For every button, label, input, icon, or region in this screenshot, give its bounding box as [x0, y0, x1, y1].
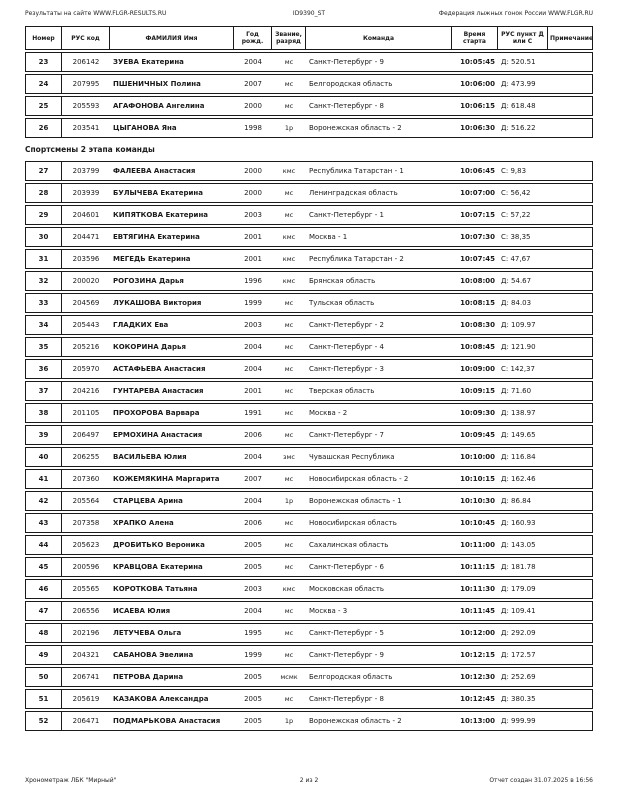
- column-header-start-time: Время старта: [452, 27, 498, 49]
- cell-rus-points: Д: 172.57: [501, 651, 536, 659]
- cell-rank: мс: [284, 102, 294, 110]
- cell-rank: кмс: [282, 255, 296, 263]
- cell-rank: мс: [284, 321, 294, 329]
- table-row: [25, 315, 593, 335]
- cell-team: Санкт-Петербург - 3: [309, 365, 384, 373]
- cell-team: Белгородская область: [309, 673, 393, 681]
- cell-rus-points: Д: 109.97: [501, 321, 536, 329]
- cell-number: 40: [26, 448, 62, 466]
- table-row: [25, 645, 593, 665]
- cell-team: Сахалинская область: [309, 541, 389, 549]
- cell-team: Белгородская область: [309, 80, 393, 88]
- column-header-rus-points: РУС пункт Д или С: [498, 27, 548, 49]
- cell-rus-points: С: 57,22: [501, 211, 531, 219]
- cell-birth-year: 2005: [244, 673, 262, 681]
- cell-rus-code: 206741: [72, 673, 100, 681]
- column-header-note: Примечание: [550, 34, 594, 42]
- cell-rus-points: Д: 109.41: [501, 607, 536, 615]
- cell-rus-points: Д: 138.97: [501, 409, 536, 417]
- cell-birth-year: 1991: [244, 409, 262, 417]
- cell-team: Москва - 1: [309, 233, 348, 241]
- cell-name: ИСАЕВА Юлия: [113, 607, 171, 615]
- cell-start-time: 10:07:15: [460, 211, 495, 219]
- cell-start-time: 10:05:45: [460, 58, 495, 66]
- cell-team: Москва - 3: [309, 607, 348, 615]
- cell-name: МЕГЕДЬ Екатерина: [113, 255, 191, 263]
- column-header-name: ФАМИЛИЯ Имя: [110, 27, 234, 49]
- table-row: [25, 271, 593, 291]
- cell-rus-code: 206142: [72, 58, 100, 66]
- cell-number: 33: [26, 294, 62, 312]
- cell-rus-points: Д: 999.99: [501, 717, 536, 725]
- cell-rus-code: 205619: [72, 695, 100, 703]
- cell-rank: мс: [284, 343, 294, 351]
- cell-name: КОКОРИНА Дарья: [113, 343, 186, 351]
- cell-rank: 1р: [284, 717, 294, 725]
- cell-name: ЛЕТУЧЕВА Ольга: [113, 629, 182, 637]
- cell-team: Санкт-Петербург - 4: [309, 343, 384, 351]
- cell-number: 29: [26, 206, 62, 224]
- cell-team: Республика Татарстан - 1: [309, 167, 404, 175]
- cell-rank: мс: [284, 80, 294, 88]
- table-row: [25, 205, 593, 225]
- cell-name: КРАВЦОВА Екатерина: [113, 563, 203, 571]
- cell-birth-year: 1996: [244, 277, 262, 285]
- cell-birth-year: 1999: [244, 651, 262, 659]
- cell-team: Тульская область: [309, 299, 375, 307]
- cell-birth-year: 2004: [244, 453, 262, 461]
- column-header-team: Команда: [306, 27, 452, 49]
- cell-start-time: 10:07:00: [460, 189, 495, 197]
- footer-timing-text: Хронометраж ЛБК "Мирный": [25, 777, 117, 784]
- cell-name: КОРОТКОВА Татьяна: [113, 585, 198, 593]
- table-row: [25, 183, 593, 203]
- cell-team: Тверская область: [309, 387, 375, 395]
- cell-rank: кмс: [282, 233, 296, 241]
- cell-rus-code: 206471: [72, 717, 100, 725]
- cell-team: Санкт-Петербург - 1: [309, 211, 384, 219]
- table-row: [25, 491, 593, 511]
- cell-number: 34: [26, 316, 62, 334]
- cell-number: 28: [26, 184, 62, 202]
- cell-start-time: 10:12:45: [460, 695, 495, 703]
- table-row: [25, 601, 593, 621]
- table-row: [25, 74, 593, 94]
- cell-start-time: 10:11:00: [460, 541, 495, 549]
- table-row: [25, 711, 593, 731]
- cell-rank: мс: [284, 58, 294, 66]
- cell-rus-code: 205623: [72, 541, 100, 549]
- cell-name: ПШЕНИЧНЫХ Полина: [113, 80, 201, 88]
- cell-start-time: 10:11:45: [460, 607, 495, 615]
- cell-name: ЕВТЯГИНА Екатерина: [113, 233, 200, 241]
- cell-rank: мс: [284, 563, 294, 571]
- cell-birth-year: 2003: [244, 211, 262, 219]
- cell-rank: мс: [284, 365, 294, 373]
- cell-number: 35: [26, 338, 62, 356]
- cell-rank: кмс: [282, 585, 296, 593]
- cell-birth-year: 2005: [244, 563, 262, 571]
- cell-start-time: 10:06:45: [460, 167, 495, 175]
- cell-start-time: 10:06:30: [460, 124, 495, 132]
- cell-start-time: 10:12:30: [460, 673, 495, 681]
- cell-name: КАЗАКОВА Александра: [113, 695, 209, 703]
- cell-name: АГАФОНОВА Ангелина: [113, 102, 205, 110]
- cell-number: 41: [26, 470, 62, 488]
- cell-name: БУЛЫЧЕВА Екатерина: [113, 189, 203, 197]
- cell-rus-code: 203541: [72, 124, 100, 132]
- cell-rus-code: 205593: [72, 102, 100, 110]
- cell-rus-code: 207358: [72, 519, 100, 527]
- cell-rus-points: Д: 179.09: [501, 585, 536, 593]
- table-row: [25, 227, 593, 247]
- cell-rus-code: 206556: [72, 607, 100, 615]
- cell-rank: мс: [284, 387, 294, 395]
- cell-team: Санкт-Петербург - 6: [309, 563, 384, 571]
- cell-start-time: 10:10:30: [460, 497, 495, 505]
- cell-rank: мс: [284, 651, 294, 659]
- cell-rus-code: 205565: [72, 585, 100, 593]
- cell-birth-year: 2003: [244, 321, 262, 329]
- cell-name: ГЛАДКИХ Ева: [113, 321, 169, 329]
- cell-name: САБАНОВА Эвелина: [113, 651, 194, 659]
- cell-rus-points: Д: 252.69: [501, 673, 536, 681]
- cell-start-time: 10:12:00: [460, 629, 495, 637]
- table-leg2-rows: [25, 161, 593, 731]
- cell-team: Москва - 2: [309, 409, 348, 417]
- cell-birth-year: 2001: [244, 233, 262, 241]
- cell-start-time: 10:08:30: [460, 321, 495, 329]
- cell-number: 45: [26, 558, 62, 576]
- cell-rus-code: 205443: [72, 321, 100, 329]
- cell-birth-year: 2001: [244, 387, 262, 395]
- cell-start-time: 10:08:00: [460, 277, 495, 285]
- cell-name: КИПЯТКОВА Екатерина: [113, 211, 209, 219]
- cell-rus-code: 206255: [72, 453, 100, 461]
- cell-team: Московская область: [309, 585, 385, 593]
- cell-birth-year: 2003: [244, 585, 262, 593]
- column-header-birth-year: Год рожд.: [234, 27, 272, 49]
- cell-team: Республика Татарстан - 2: [309, 255, 404, 263]
- cell-rus-code: 204471: [72, 233, 100, 241]
- cell-rus-points: Д: 71.60: [501, 387, 532, 395]
- cell-rank: мс: [284, 695, 294, 703]
- cell-number: 23: [26, 53, 62, 71]
- cell-rus-points: С: 142,37: [501, 365, 535, 373]
- cell-rank: мс: [284, 607, 294, 615]
- page-header: [25, 10, 593, 18]
- cell-name: КОЖЕМЯКИНА Маргарита: [113, 475, 220, 483]
- cell-team: Санкт-Петербург - 5: [309, 629, 384, 637]
- cell-rank: мс: [284, 189, 294, 197]
- footer-page-number: 2 из 2: [299, 777, 319, 784]
- table-row: [25, 667, 593, 687]
- cell-team: Воронежская область - 2: [309, 717, 402, 725]
- table-row: [25, 249, 593, 269]
- cell-rus-points: Д: 160.93: [501, 519, 536, 527]
- table-row: [25, 337, 593, 357]
- cell-rus-points: С: 47,67: [501, 255, 531, 263]
- cell-rank: 1р: [284, 497, 294, 505]
- table-row: [25, 403, 593, 423]
- cell-start-time: 10:06:00: [460, 80, 495, 88]
- cell-name: ЗУЕВА Екатерина: [113, 58, 184, 66]
- cell-number: 25: [26, 97, 62, 115]
- cell-name: ПЕТРОВА Дарина: [113, 673, 184, 681]
- cell-rus-code: 200596: [72, 563, 100, 571]
- cell-name: АСТАФЬЕВА Анастасия: [113, 365, 206, 373]
- cell-name: ХРАПКО Алена: [113, 519, 174, 527]
- cell-birth-year: 1998: [244, 124, 262, 132]
- cell-start-time: 10:11:30: [460, 585, 495, 593]
- cell-start-time: 10:06:15: [460, 102, 495, 110]
- cell-rus-points: Д: 520.51: [501, 58, 536, 66]
- cell-name: ЛУКАШОВА Виктория: [113, 299, 202, 307]
- cell-rank: мс: [284, 541, 294, 549]
- table-row: [25, 469, 593, 489]
- cell-birth-year: 2000: [244, 167, 262, 175]
- cell-rus-points: Д: 380.35: [501, 695, 536, 703]
- table-row: [25, 689, 593, 709]
- cell-team: Санкт-Петербург - 8: [309, 102, 384, 110]
- table-row: [25, 359, 593, 379]
- cell-rank: мс: [284, 629, 294, 637]
- cell-rus-code: 207995: [72, 80, 100, 88]
- cell-birth-year: 2005: [244, 695, 262, 703]
- cell-birth-year: 2006: [244, 519, 262, 527]
- table-row: [25, 557, 593, 577]
- cell-rus-code: 206497: [72, 431, 100, 439]
- cell-rus-code: 205216: [72, 343, 100, 351]
- header-doc-id: ID9390_ST: [292, 10, 326, 17]
- header-site-text: Результаты на сайте WWW.FLGR-RESULTS.RU: [25, 10, 167, 17]
- cell-name: ДРОБИТЬКО Вероника: [113, 541, 205, 549]
- cell-rus-points: Д: 618.48: [501, 102, 536, 110]
- cell-rus-points: С: 56,42: [501, 189, 531, 197]
- cell-number: 44: [26, 536, 62, 554]
- cell-birth-year: 2004: [244, 497, 262, 505]
- cell-rus-code: 205970: [72, 365, 100, 373]
- cell-rus-code: 207360: [72, 475, 100, 483]
- cell-number: 50: [26, 668, 62, 686]
- cell-rus-points: Д: 121.90: [501, 343, 536, 351]
- cell-rus-points: Д: 162.46: [501, 475, 536, 483]
- cell-start-time: 10:09:45: [460, 431, 495, 439]
- cell-birth-year: 2004: [244, 607, 262, 615]
- cell-name: ПРОХОРОВА Варвара: [113, 409, 200, 417]
- table-leg1-rows: [25, 52, 593, 138]
- cell-name: ГУНТАРЕВА Анастасия: [113, 387, 204, 395]
- cell-rank: мс: [284, 211, 294, 219]
- cell-number: 48: [26, 624, 62, 642]
- table-row: [25, 52, 593, 72]
- cell-number: 27: [26, 162, 62, 180]
- cell-name: ЕРМОХИНА Анастасия: [113, 431, 203, 439]
- cell-birth-year: 2004: [244, 58, 262, 66]
- column-header-rus-code: РУС код: [62, 27, 110, 49]
- cell-rus-code: 201105: [72, 409, 100, 417]
- cell-start-time: 10:07:30: [460, 233, 495, 241]
- cell-rus-code: 200020: [72, 277, 100, 285]
- cell-number: 36: [26, 360, 62, 378]
- cell-birth-year: 2007: [244, 475, 262, 483]
- cell-number: 32: [26, 272, 62, 290]
- cell-number: 46: [26, 580, 62, 598]
- cell-team: Санкт-Петербург - 2: [309, 321, 384, 329]
- cell-birth-year: 2000: [244, 102, 262, 110]
- cell-number: 39: [26, 426, 62, 444]
- cell-number: 24: [26, 75, 62, 93]
- cell-rus-code: 204321: [72, 651, 100, 659]
- cell-rus-code: 202196: [72, 629, 100, 637]
- table-header-row: [25, 26, 593, 50]
- cell-rus-code: 204569: [72, 299, 100, 307]
- header-federation-text: Федерация лыжных гонок России WWW.FLGR.RU: [438, 10, 593, 17]
- cell-rus-points: Д: 292.09: [501, 629, 536, 637]
- cell-rus-code: 203939: [72, 189, 100, 197]
- table-row: [25, 447, 593, 467]
- cell-rus-points: Д: 143.05: [501, 541, 536, 549]
- cell-start-time: 10:09:30: [460, 409, 495, 417]
- cell-birth-year: 2006: [244, 431, 262, 439]
- table-row: [25, 118, 593, 138]
- cell-name: ВАСИЛЬЕВА Юлия: [113, 453, 187, 461]
- cell-birth-year: 2000: [244, 189, 262, 197]
- cell-number: 31: [26, 250, 62, 268]
- cell-rank: змс: [283, 453, 295, 461]
- cell-rank: мс: [284, 299, 294, 307]
- cell-team: Брянская область: [309, 277, 376, 285]
- cell-name: ФАЛЕЕВА Анастасия: [113, 167, 196, 175]
- cell-birth-year: 2005: [244, 717, 262, 725]
- cell-birth-year: 1995: [244, 629, 262, 637]
- cell-rus-points: Д: 516.22: [501, 124, 536, 132]
- table-row: [25, 425, 593, 445]
- table-row: [25, 161, 593, 181]
- cell-rank: кмс: [282, 167, 296, 175]
- cell-start-time: 10:08:45: [460, 343, 495, 351]
- cell-name: ЦЫГАНОВА Яна: [113, 124, 177, 132]
- table-row: [25, 623, 593, 643]
- cell-team: Санкт-Петербург - 8: [309, 695, 384, 703]
- cell-start-time: 10:10:15: [460, 475, 495, 483]
- cell-rus-code: 205564: [72, 497, 100, 505]
- cell-rus-points: С: 9,83: [501, 167, 527, 175]
- cell-number: 42: [26, 492, 62, 510]
- start-list-table-leg2: [25, 161, 593, 731]
- cell-rus-points: Д: 86.84: [501, 497, 532, 505]
- cell-name: РОГОЗИНА Дарья: [113, 277, 184, 285]
- cell-start-time: 10:13:00: [460, 717, 495, 725]
- cell-team: Воронежская область - 1: [309, 497, 402, 505]
- column-header-number: Номер: [26, 27, 62, 49]
- cell-rank: мс: [284, 409, 294, 417]
- table-row: [25, 579, 593, 599]
- cell-number: 26: [26, 119, 62, 137]
- cell-team: Новосибирская область: [309, 519, 397, 527]
- cell-team: Санкт-Петербург - 9: [309, 651, 384, 659]
- cell-team: Новосибирская область - 2: [309, 475, 409, 483]
- cell-name: ПОДМАРЬКОВА Анастасия: [113, 717, 221, 725]
- section-title: Спортсмены 2 этапа команды: [25, 145, 155, 154]
- cell-start-time: 10:10:45: [460, 519, 495, 527]
- cell-number: 38: [26, 404, 62, 422]
- cell-team: Чувашская Республика: [309, 453, 395, 461]
- cell-rank: мс: [284, 475, 294, 483]
- cell-number: 52: [26, 712, 62, 730]
- cell-rus-points: Д: 54.67: [501, 277, 532, 285]
- cell-team: Ленинградская область: [309, 189, 398, 197]
- cell-team: Воронежская область - 2: [309, 124, 402, 132]
- cell-start-time: 10:09:15: [460, 387, 495, 395]
- cell-number: 30: [26, 228, 62, 246]
- cell-rank: мс: [284, 519, 294, 527]
- cell-start-time: 10:07:45: [460, 255, 495, 263]
- cell-rank: мсмк: [280, 673, 298, 681]
- table-row: [25, 293, 593, 313]
- column-header-rank: Звание, разряд: [272, 27, 306, 49]
- cell-start-time: 10:09:00: [460, 365, 495, 373]
- cell-number: 37: [26, 382, 62, 400]
- cell-number: 43: [26, 514, 62, 532]
- cell-rus-points: Д: 181.78: [501, 563, 536, 571]
- cell-start-time: 10:12:15: [460, 651, 495, 659]
- cell-rus-points: Д: 473.99: [501, 80, 536, 88]
- cell-birth-year: 1999: [244, 299, 262, 307]
- cell-team: Санкт-Петербург - 7: [309, 431, 384, 439]
- cell-rus-points: Д: 84.03: [501, 299, 532, 307]
- cell-rus-code: 204601: [72, 211, 100, 219]
- cell-birth-year: 2001: [244, 255, 262, 263]
- cell-number: 51: [26, 690, 62, 708]
- cell-start-time: 10:10:00: [460, 453, 495, 461]
- cell-birth-year: 2007: [244, 80, 262, 88]
- table-row: [25, 535, 593, 555]
- cell-start-time: 10:11:15: [460, 563, 495, 571]
- cell-birth-year: 2004: [244, 365, 262, 373]
- cell-rus-code: 204216: [72, 387, 100, 395]
- cell-rus-code: 203596: [72, 255, 100, 263]
- cell-name: СТАРЦЕВА Арина: [113, 497, 183, 505]
- cell-birth-year: 2004: [244, 343, 262, 351]
- table-row: [25, 96, 593, 116]
- cell-rank: мс: [284, 431, 294, 439]
- start-list-table-leg1: [25, 26, 593, 138]
- cell-rank: 1р: [284, 124, 294, 132]
- cell-rus-code: 203799: [72, 167, 100, 175]
- cell-number: 49: [26, 646, 62, 664]
- cell-rus-points: Д: 149.65: [501, 431, 536, 439]
- page-footer: [25, 777, 593, 784]
- cell-rank: кмс: [282, 277, 296, 285]
- footer-created-text: Отчет создан 31.07.2025 в 16:56: [489, 777, 593, 784]
- cell-team: Санкт-Петербург - 9: [309, 58, 384, 66]
- cell-number: 47: [26, 602, 62, 620]
- table-row: [25, 513, 593, 533]
- cell-birth-year: 2005: [244, 541, 262, 549]
- cell-rus-points: С: 38,35: [501, 233, 531, 241]
- table-row: [25, 381, 593, 401]
- cell-start-time: 10:08:15: [460, 299, 495, 307]
- cell-rus-points: Д: 116.84: [501, 453, 536, 461]
